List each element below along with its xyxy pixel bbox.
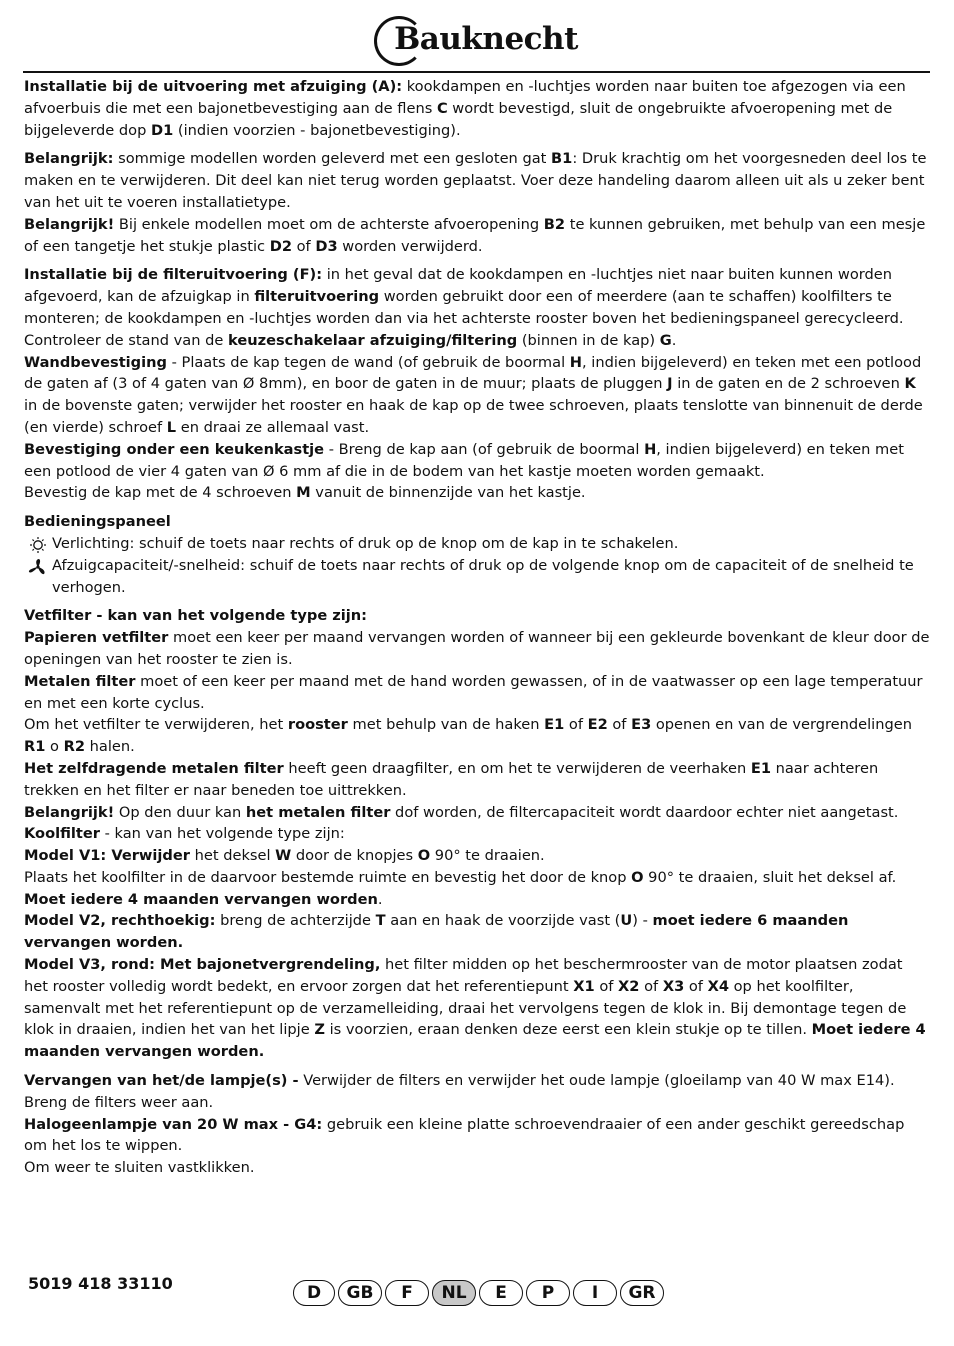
bold-text: U [620,912,633,930]
paragraph [24,76,930,141]
text-run: of [291,237,316,255]
bold-text: Installatie bij de filteruitvoering (F): [24,266,323,284]
text-run: (indien voorzien - bajonetbevestiging). [173,121,461,139]
text-run: (binnen in de kap) [517,331,660,349]
text-run: openen en van de vergrendelingen [651,716,912,734]
bold-text: L [166,418,177,436]
text-run: Breng de filters weer aan. [24,1093,214,1111]
text-run: gebruik een kleine platte schroevendraaier of een ander geschikt gereedschap om het los te wippen. [24,1115,905,1155]
paragraph [24,214,930,258]
text-run: . [377,890,383,908]
language-f: F [385,1280,429,1306]
text-run: moet of een keer per maand met de hand worden gewassen, of in de vaatwasser op een lage temperatuur en met een korte cyclus. [24,672,923,712]
text-run: heeft geen draagfilter, en om het te verwijderen de veerhaken [283,759,751,777]
text-run: naar achteren trekken en het filter er naar beneden toe uittrekken. [24,759,879,799]
text-run: of [564,716,588,734]
bold-text: het metalen filter [245,803,391,821]
text-run: dof worden, de filtercapaciteit wordt daardoor echter niet aangetast. [390,803,899,821]
text-run: op het koolfilter, samenvalt met het referentiepunt op de verzamelleiding, draai het vervolgens tegen de klok in. Bij demontage tegen de klok in draaien, indien het van het lipje [24,977,907,1039]
text-run: 90° te draaien. [430,847,545,865]
paragraph [24,758,930,802]
bold-text: E2 [587,716,608,734]
bold-text: Model V2, rechthoekig: [24,912,216,930]
bold-text: E1 [544,716,565,734]
bold-text: W [275,847,292,865]
paragraph [24,511,930,533]
bold-text: X4 [707,977,729,995]
language-selector [293,1280,664,1306]
language-nl: NL [432,1280,476,1306]
text-run: ) - [632,912,653,930]
paragraph [24,954,930,1063]
text-run: wordt bevestigd, sluit de ongebruikte afvoeropening met de bijgeleverde dop [24,99,893,139]
bold-text: X2 [618,977,640,995]
paragraph [24,1092,930,1114]
bold-text: B1 [551,150,573,168]
text-run: - kan van het volgende type zijn: [100,825,345,843]
text-run: . [671,331,677,349]
text-run: : Druk krachtig om het voorgesneden deel los te maken en te verwijderen. Dit deel kan niet terug worden geplaatst. Voer deze handeling daarom alleen uit als u zeker bent van het uit te voeren installatietype. [24,150,927,211]
paragraph [24,714,930,758]
bold-text: X3 [662,977,685,995]
bold-text: E3 [631,716,652,734]
bold-text: Belangrijk! [24,803,115,821]
bold-text: M [296,484,311,502]
paragraph [24,627,930,671]
bold-text: moet iedere 6 maanden vervangen worden. [24,912,849,952]
language-d: D [293,1280,335,1306]
text-run: het filter midden op het beschermrooster van de motor plaatsen zodat het rooster volledig wordt bedekt, en ervoor zorgen dat het referentiepunt [24,956,903,995]
bold-text: Installatie bij de uitvoering met afzuiging (A): [24,78,403,95]
light-bulb-icon [24,533,52,554]
bold-text: X1 [573,977,595,995]
bold-text: Model V3, rond: Met bajonetvergrendeling, [24,956,381,974]
text-run: kookdampen en -luchtjes worden naar buiten toe afgezogen via een afvoerbuis die met een bajonetbevestiging aan de flens [24,78,906,117]
bold-text: Belangrijk: [24,150,114,168]
text-run: in de bovenste gaten; verwijder het rooster en haak de kap op de twee schroeven, plaats tenslotte van binnenuit de derde (en vierde) schroef [24,397,923,436]
bold-text: Bedieningspaneel [24,513,171,531]
text-run: , indien bijgeleverd) en teken met een potlood de vier 4 gaten van Ø 6 mm af die in de bodem van het kastje moeten worden gemaakt. [24,440,904,480]
bold-text: O [417,847,431,865]
bold-text: Z [314,1021,325,1039]
text-run: Bij enkele modellen moet om de achterste afvoeropening [114,215,544,233]
text-run: het deksel [189,847,276,865]
paragraph [24,671,930,715]
bold-text: Halogeenlampje van 20 W max - G4: [24,1115,323,1133]
text-run: vanuit de binnenzijde van het kastje. [310,484,586,502]
paragraph [24,802,930,824]
paragraph [24,148,930,213]
bold-text: D2 [269,237,292,255]
bold-text: H [644,440,657,458]
paragraph [24,1157,930,1179]
text-run: sommige modellen worden geleverd met een gesloten gat [113,150,552,168]
text-run: in de gaten en de 2 schroeven [672,375,905,393]
text-run: Plaats het koolfilter in de daarvoor bestemde ruimte en bevestig het door de knop [24,868,632,886]
text-run: Verwijder de filters en verwijder het oude lampje (gloeilamp van 40 W max E14). [298,1072,895,1090]
bold-text: Vervangen van het/de lampje(s) - [24,1072,299,1090]
brand-name: Bauknecht [394,21,578,57]
bold-text: B2 [543,215,566,233]
paragraph [24,352,930,439]
text-run: te kunnen gebruiken, met behulp van een mesje of een tangetje het stukje plastic [24,215,926,255]
paragraph [24,439,930,483]
icon-line-text [52,555,930,599]
paragraph [24,1114,930,1158]
paragraph [24,555,930,599]
language-i: I [573,1280,617,1306]
text-run: of [607,716,632,734]
logo-ring [374,16,424,66]
bold-text: Metalen filter [24,672,136,690]
bold-text: R2 [63,738,86,756]
bold-text: keuzeschakelaar afzuiging/filtering [228,331,518,349]
text-run: of [639,977,663,995]
text-run: Op den duur kan [114,803,246,821]
text-run: Om het vetfilter te verwijderen, het [24,716,288,734]
bold-text: rooster [287,716,348,734]
bold-text: Bevestiging onder een keukenkastje [24,440,325,458]
text-run: o [45,738,64,756]
bold-text: C [436,99,448,117]
bold-text: Koolfilter [24,825,100,843]
bold-text: Wandbevestiging [24,353,167,371]
language-e: E [479,1280,523,1306]
paragraph [24,533,930,555]
logo-mark [376,14,578,64]
language-gb: GB [338,1280,382,1306]
text-run: - Breng de kap aan (of gebruik de boormal [324,440,645,458]
text-run: of [684,977,708,995]
language-p: P [526,1280,570,1306]
bold-text: R1 [24,738,46,756]
bold-text: D1 [150,121,174,139]
bold-text: Vetfilter - kan van het volgende type zijn: [24,607,368,625]
text-run: Bevestig de kap met de 4 schroeven [24,484,297,502]
paragraph [24,605,930,627]
text-run: breng de achterzijde [215,912,376,930]
bold-text: G [659,331,672,349]
bold-text: Belangrijk! [24,215,115,233]
bold-text: K [904,375,916,393]
language-gr: GR [620,1280,664,1306]
bold-text: O [631,868,644,886]
text-run: moet een keer per maand vervangen worden of wanneer bij een gekleurde bovenkant de kleur door de openingen van het rooster te zien is. [24,629,930,668]
header-divider [23,71,930,73]
bold-text: J [667,375,673,393]
text-run: in het geval dat de kookdampen en -luchtjes niet naar buiten kunnen worden afgevoerd, kan de afzuigkap in [24,266,892,306]
text-run: worden verwijderd. [337,237,483,255]
text-run: Verlichting: schuif de toets naar rechts of druk op de knop om de kap in te schakelen. [52,534,679,552]
bold-text: D3 [315,237,338,255]
text-run: door de knopjes [291,847,418,865]
bold-text: Het zelfdragende metalen filter [24,759,284,777]
instruction-text [24,76,930,1179]
text-run: , indien bijgeleverd) en teken met een potlood de gaten af (3 of 4 gaten van Ø 8mm), en boor de gaten in de muur; plaats de pluggen [24,353,922,393]
paragraph [24,889,930,911]
text-run: worden gebruikt door een of meerdere (aan te schaffen) koolfilters te monteren; de kookdampen en -luchtjes worden dan via het achterste rooster boven het bedieningspaneel gerecycleerd. Controleer de stand van de [24,288,904,349]
text-run: met behulp van de haken [347,716,545,734]
bold-text: Moet iedere 4 maanden vervangen worden [24,890,378,908]
paragraph [24,823,930,845]
text-run: Om weer te sluiten vastklikken. [24,1159,255,1177]
bold-text: Papieren vetfilter [24,629,169,647]
paragraph [24,264,930,351]
text-run: en draai ze allemaal vast. [176,418,370,436]
bold-text: filteruitvoering [254,288,380,306]
text-run: aan en haak de voorzijde vast ( [385,912,621,930]
brand-logo [0,14,954,64]
paragraph [24,1070,930,1092]
fan-icon [24,555,52,576]
bold-text: Model V1: Verwijder [24,847,190,865]
text-run: halen. [85,738,135,756]
bold-text: E1 [750,759,771,777]
bold-text: Moet iedere 4 maanden vervangen worden. [24,1021,926,1061]
paragraph [24,482,930,504]
icon-line-text [52,533,678,555]
paragraph [24,910,930,954]
text-run: Afzuigcapaciteit/-snelheid: schuif de toets naar rechts of druk op de volgende knop om de capaciteit of de snelheid te verhogen. [52,556,914,596]
text-run: - Plaats de kap tegen de wand (of gebruik de boormal [166,353,570,371]
bold-text: T [375,912,386,930]
paragraph [24,867,930,889]
bold-text: H [569,353,582,371]
document-number: 5019 418 33110 [28,1274,173,1293]
text-run: 90° te draaien, sluit het deksel af. [643,868,897,886]
text-run: is voorzien, eraan denken deze eerst een klein stukje op te tillen. [324,1021,812,1039]
paragraph [24,845,930,867]
text-run: of [594,977,619,995]
